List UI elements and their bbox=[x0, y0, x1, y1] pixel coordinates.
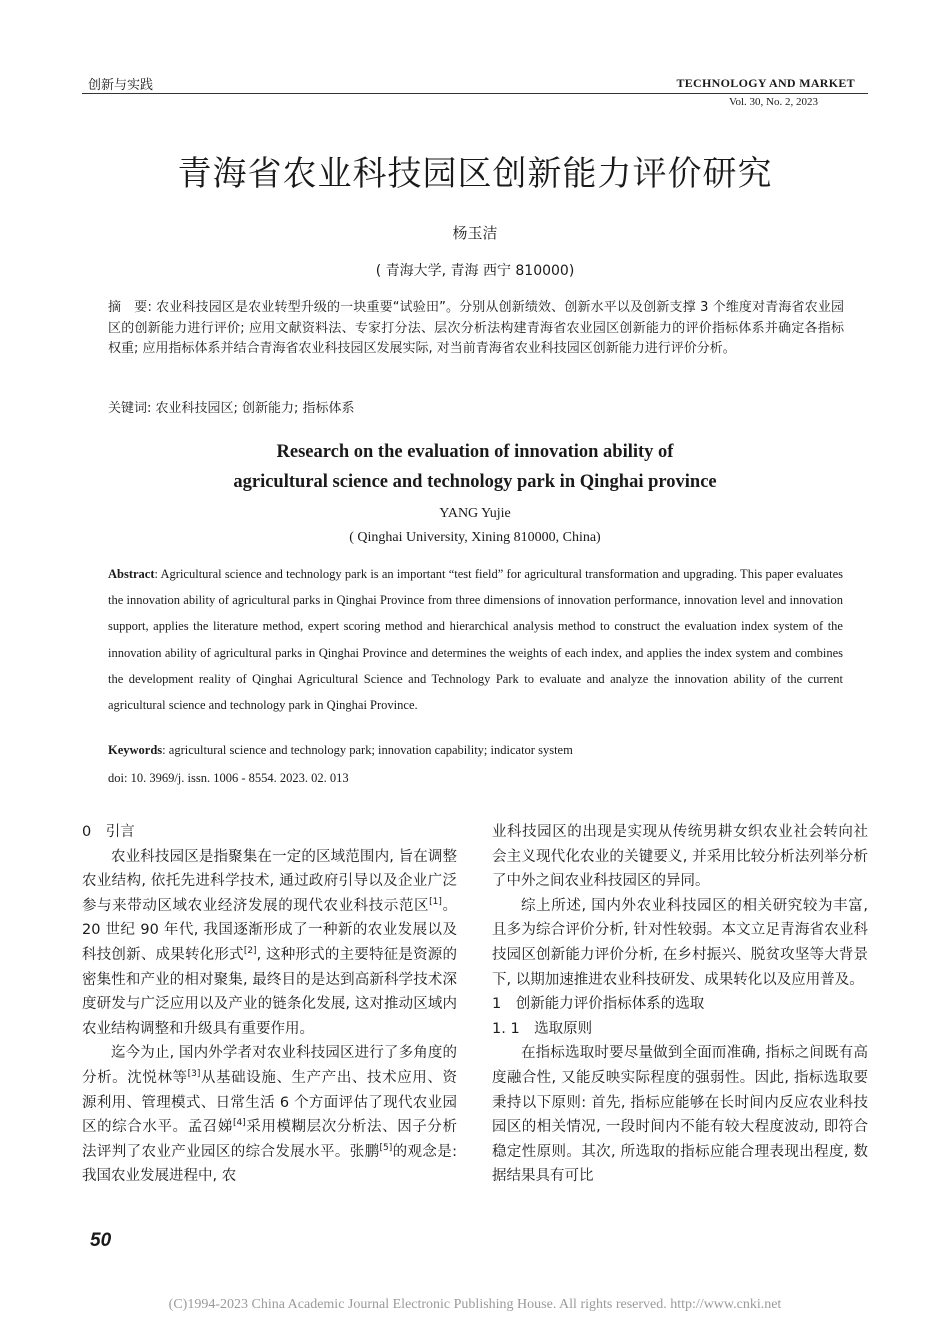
page-number: 50 bbox=[90, 1230, 112, 1251]
abstract-english-label: Abstract bbox=[108, 567, 155, 581]
paragraph-text: 农业科技园区是指聚集在一定的区域范围内, 旨在调整农业结构, 依托先进科学技术, 通过政府引导以及企业广泛参与来带动区域农业经济发展的现代农业科技示范区 bbox=[82, 848, 457, 914]
citation-ref[interactable]: [4] bbox=[232, 1118, 246, 1129]
abstract-chinese-text: 农业科技园区是农业转型升级的一块重要“试验田”。分别从创新绩效、创新水平以及创新支撑 3 个维度对青海省农业园区的创新能力进行评价; 应用文献资料法、专家打分法、层次分析法构建青海省农业园区创新能力的评价指标体系并确定各指标权重; 应用指标体系并结合青海省农业科技园区发展实际, 对当前青海省农业科技园区创新能力进行评价分析。 bbox=[108, 300, 844, 356]
paragraph: 综上所述, 国内外农业科技园区的相关研究较为丰富, 且多为综合评价分析, 针对性较弱。本文立足青海省农业科技园区创新能力评价分析, 在乡村振兴、脱贫攻坚等大背景下, 以期加速推进农业科技研发、成果转化以及应用普及。 bbox=[492, 897, 868, 988]
copyright-footer: (C)1994-2023 China Academic Journal Electronic Publishing House. All rights reserved. http://www.cnki.net bbox=[168, 1297, 782, 1312]
doi: doi: 10. 3969/j. issn. 1006 - 8554. 2023. 02. 013 bbox=[108, 771, 349, 785]
paragraph-text: 从基础设施、生产产出、技术应用、资源利用、管理模式、日常生活 6 个方面评估了现代农业园区的综合水平。孟召娣 bbox=[82, 1069, 457, 1136]
section-heading-1-1: 1. 1 选取原则 bbox=[492, 1020, 593, 1037]
title-english bbox=[0, 437, 950, 497]
title-english-line2: agricultural science and technology park in Qinghai province bbox=[233, 472, 717, 492]
paragraph-text: 迄今为止, 国内外学者对农业科技园区进行了多角度的分析。沈悦林等 bbox=[82, 1045, 457, 1086]
paragraph bbox=[82, 845, 457, 1042]
paragraph-text: 的观念是: 我国农业发展进程中, 农 bbox=[82, 1143, 458, 1185]
keywords-english-text: : agricultural science and technology park; innovation capability; indicator system bbox=[162, 743, 573, 757]
keywords-chinese-text: 农业科技园区; 创新能力; 指标体系 bbox=[155, 401, 355, 416]
affiliation-english: ( Qinghai University, Xining 810000, China) bbox=[349, 530, 601, 545]
keywords-chinese-label: 关键词: bbox=[108, 401, 152, 416]
paragraph-text: , 这种形式的主要特征是资源的密集性和产业的相对聚集, 最终目的是达到高新科学技术深度研发与广泛应用以及产业的链条化发展, 这对推动区域内农业结构调整和升级具有重要作用。 bbox=[82, 946, 458, 1037]
keywords-english-label: Keywords bbox=[108, 743, 163, 757]
running-header-journal: TECHNOLOGY AND MARKET bbox=[676, 76, 855, 90]
body-column-left bbox=[82, 820, 457, 1189]
paragraph-text: 。20 世纪 90 年代, 我国逐渐形成了一种新的农业发展以及科技创新、成果转化形式 bbox=[82, 897, 457, 963]
section-heading-1: 1 创新能力评价指标体系的选取 bbox=[492, 996, 705, 1013]
volume-info: Vol. 30, No. 2, 2023 bbox=[728, 96, 818, 108]
paragraph bbox=[82, 1041, 457, 1189]
author-chinese: 杨玉洁 bbox=[452, 224, 498, 242]
header-rule bbox=[82, 93, 868, 94]
paragraph: 在指标选取时要尽量做到全面而准确, 指标之间既有高度融合性, 又能反映实际程度的强弱性。因此, 指标选取要秉持以下原则: 首先, 指标应能够在长时间内反应农业科技园区的相关情况, 一段时间内不能有较大程度波动, 即符合稳定性原则。其次, 所选取的指标应能合理表现出程度, 数据结果具有可比 bbox=[492, 1045, 868, 1185]
running-header-section: 创新与实践 bbox=[88, 78, 154, 93]
citation-ref[interactable]: [5] bbox=[379, 1142, 393, 1153]
abstract-chinese-label: 摘 要: bbox=[108, 300, 152, 315]
citation-ref[interactable]: [3] bbox=[187, 1069, 201, 1080]
abstract-english-text: : Agricultural science and technology park is an important “test field” for agricultural transformation and upgrading. This paper evaluates the innovation ability of agricultural parks in Qinghai Province from three dimensions of innovation performance, innovation level and innovation support, applies the literature method, expert scoring method and hierarchical analysis method to construct the evaluation index system of the innovation ability of agricultural parks in Qinghai Province and determines the weights of each index, and applies the index system and combines the development reality of Qinghai Agricultural Science and Technology Park to evaluate and analyze the innovation ability of the current agricultural science and technology park in Qinghai Province. bbox=[108, 567, 843, 713]
abstract-english bbox=[108, 561, 843, 718]
paragraph: 业科技园区的出现是实现从传统男耕女织农业社会转向社会主义现代化农业的关键要义, 并采用比较分析法列举分析了中外之间农业科技园区的异同。 bbox=[492, 824, 868, 890]
keywords-english bbox=[108, 743, 573, 758]
title-chinese: 青海省农业科技园区创新能力评价研究 bbox=[177, 154, 773, 194]
abstract-chinese bbox=[108, 298, 844, 360]
title-english-line1: Research on the evaluation of innovation ability of bbox=[276, 442, 674, 462]
body-column-right bbox=[492, 820, 868, 1189]
paragraph-text: 采用模糊层次分析法、因子分析法评判了农业产业园区的综合发展水平。张鹏 bbox=[82, 1119, 457, 1160]
section-heading-intro: 0 引言 bbox=[82, 824, 135, 840]
citation-ref[interactable]: [2] bbox=[243, 946, 257, 957]
author-english: YANG Yujie bbox=[439, 506, 511, 521]
citation-ref[interactable]: [1] bbox=[429, 896, 442, 907]
keywords-chinese bbox=[108, 397, 355, 416]
affiliation-chinese: ( 青海大学, 青海 西宁 810000) bbox=[375, 263, 575, 279]
